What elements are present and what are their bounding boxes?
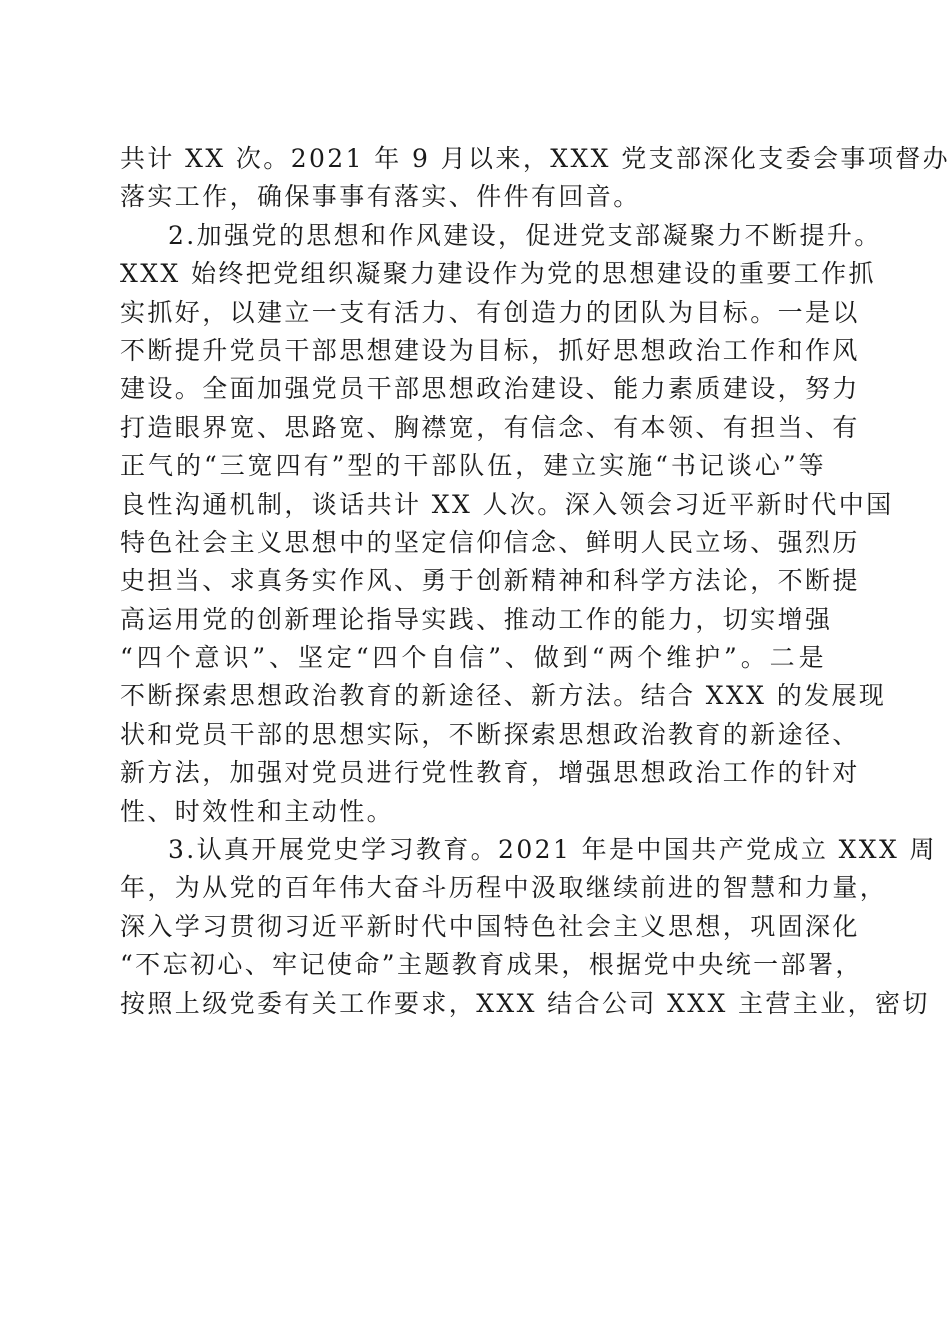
- text-line: “四个意识”、坚定“四个自信”、做到“两个维护”。二是: [120, 643, 826, 673]
- text-line: 共计 XX 次。2021 年 9 月以来，XXX 党支部深化支委会事项督办: [120, 144, 950, 173]
- text-line: 打造眼界宽、思路宽、胸襟宽，有信念、有本领、有担当、有: [120, 412, 860, 442]
- text-line: 落实工作，确保事事有落实、件件有回音。: [120, 182, 641, 212]
- document-body: [120, 140, 950, 1023]
- text-line: 良性沟通机制，谈话共计 XX 人次。深入领会习近平新时代中国: [120, 489, 894, 519]
- text-line: 高运用党的创新理论指导实践、推动工作的能力，切实增强: [120, 604, 833, 634]
- text-line: 史担当、求真务实作风、勇于创新精神和科学方法论，不断提: [120, 566, 860, 596]
- text-line: 实抓好，以建立一支有活力、有创造力的团队为目标。一是以: [120, 297, 860, 327]
- text-line: 按照上级党委有关工作要求，XXX 结合公司 XXX 主营主业，密切: [120, 988, 930, 1018]
- text-line: 正气的“三宽四有”型的干部队伍，建立实施“书记谈心”等: [120, 451, 826, 481]
- section-heading-3: 3.认真开展党史学习教育。2021 年是中国共产党成立 XXX 周: [168, 835, 937, 865]
- text-line: XXX 始终把党组织凝聚力建设作为党的思想建设的重要工作抓: [120, 259, 876, 289]
- section-heading-2: 2.加强党的思想和作风建设，促进党支部凝聚力不断提升。: [168, 220, 882, 250]
- text-line: 新方法，加强对党员进行党性教育，增强思想政治工作的针对: [120, 758, 860, 788]
- text-line: “不忘初心、牢记使命”主题教育成果，根据党中央统一部署，: [120, 950, 863, 980]
- text-line: 不断探索思想政治教育的新途径、新方法。结合 XXX 的发展现: [120, 681, 887, 711]
- text-line: 年，为从党的百年伟大奋斗历程中汲取继续前进的智慧和力量，: [120, 873, 888, 903]
- text-line: 建设。全面加强党员干部思想政治建设、能力素质建设，努力: [120, 374, 860, 404]
- text-line: 深入学习贯彻习近平新时代中国特色社会主义思想，巩固深化: [120, 911, 860, 941]
- text-line: 特色社会主义思想中的坚定信仰信念、鲜明人民立场、强烈历: [120, 527, 860, 557]
- text-line: 状和党员干部的思想实际，不断探索思想政治教育的新途径、: [120, 719, 860, 749]
- text-line: 性、时效性和主动性。: [120, 796, 395, 826]
- text-line: 不断提升党员干部思想建设为目标，抓好思想政治工作和作风: [120, 335, 860, 365]
